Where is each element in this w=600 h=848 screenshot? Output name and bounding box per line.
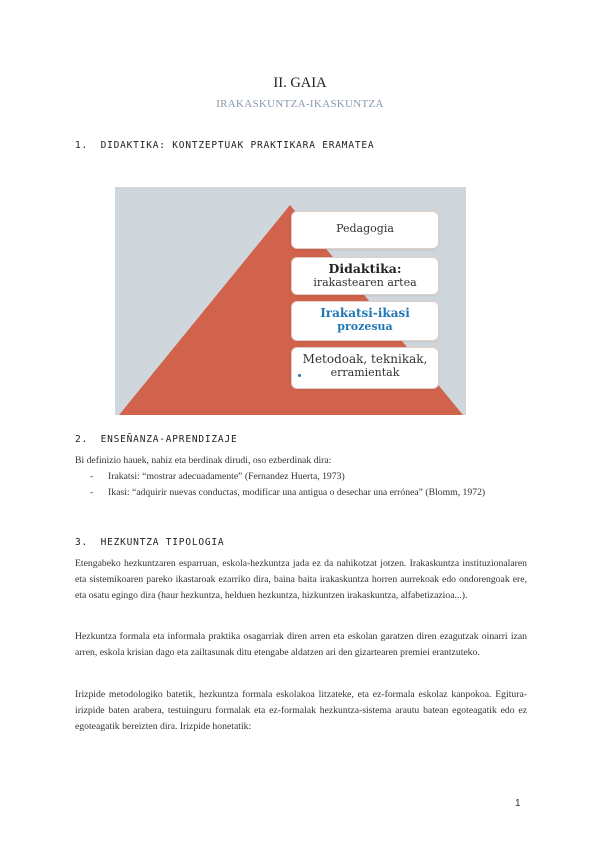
paragraph: Etengabeko hezkuntzaren esparruan, eskola-hezkuntza jada ez da nahikotzat jotzen. Irakaskuntza instituzionalaren eta sistemikoaren pareko ikastaroak ezarriko dira, baina baita irakaskuntza horren aurrekoak edo ondorengoak ere, eta osatu egingo dira (haur hezkuntza, helduen hezkuntza, hizkuntzen irakaskuntza, alfabetizazioa...). <box>75 558 527 601</box>
paragraph: Irizpide metodologiko batetik, hezkuntza formala eskolakoa litzateke, eta ez-formala eskolaz kanpokoa. Egitura-irizpide baten arabera, testuinguru formalak eta ez-formalak hezkuntza-sistema arautu batean egoteagatik edo ez egoteagatik bereizten dira. Irizpide honetatik: <box>75 689 527 732</box>
page-number: 1 <box>515 798 521 809</box>
dash-bullet: - <box>90 471 94 482</box>
didactics-pyramid-figure <box>115 187 466 415</box>
section-title: HEZKUNTZA TIPOLOGIA <box>100 537 225 548</box>
list-item: - Ikasi: “adquirir nuevas conductas, modificar una antigua o desechar una errónea” (Blomm, 1972) <box>90 485 527 501</box>
definitions-intro: Bi definizio hauek, nahiz eta berdinak dirudi, oso ezberdinak dira: <box>75 455 332 466</box>
pyramid-level-metodoak: Metodoak, teknikak, erramientak <box>291 347 439 389</box>
definitions-list <box>90 469 527 501</box>
section-title: DIDAKTIKA: KONTZEPTUAK PRAKTIKARA ERAMATEA <box>100 140 375 151</box>
section-number: 3. <box>75 537 89 548</box>
section-number: 1. <box>75 140 89 151</box>
section-heading-2 <box>75 434 238 445</box>
section-heading-1 <box>75 140 374 151</box>
dash-bullet: - <box>90 486 94 498</box>
bullet-dot-icon <box>298 374 301 377</box>
section-number: 2. <box>75 434 89 445</box>
pyramid-level-didaktika: Didaktika: irakastearen artea <box>291 257 439 295</box>
page-subtitle: IRAKASKUNTZA-IKASKUNTZA <box>216 98 384 110</box>
pyramid-level-pedagogia: Pedagogia <box>291 211 439 249</box>
list-item: - Irakatsi: “mostrar adecuadamente” (Fernandez Huerta, 1973) <box>90 469 527 485</box>
section-title: ENSEÑANZA-APRENDIZAJE <box>100 434 238 445</box>
page-title: II. GAIA <box>273 75 327 91</box>
pyramid-level-irakatsi-ikasi: Irakatsi-ikasi prozesua <box>291 301 439 341</box>
section-heading-3 <box>75 537 224 548</box>
paragraph: Hezkuntza formala eta informala praktika osagarriak diren arren eta eskolan garatzen diren ezagutzak oinarri izan arren, eskola krisian dago eta zailtasunak ditu etengabe aldatzen ari den gizartearen premiei erantzuteko. <box>75 631 527 658</box>
